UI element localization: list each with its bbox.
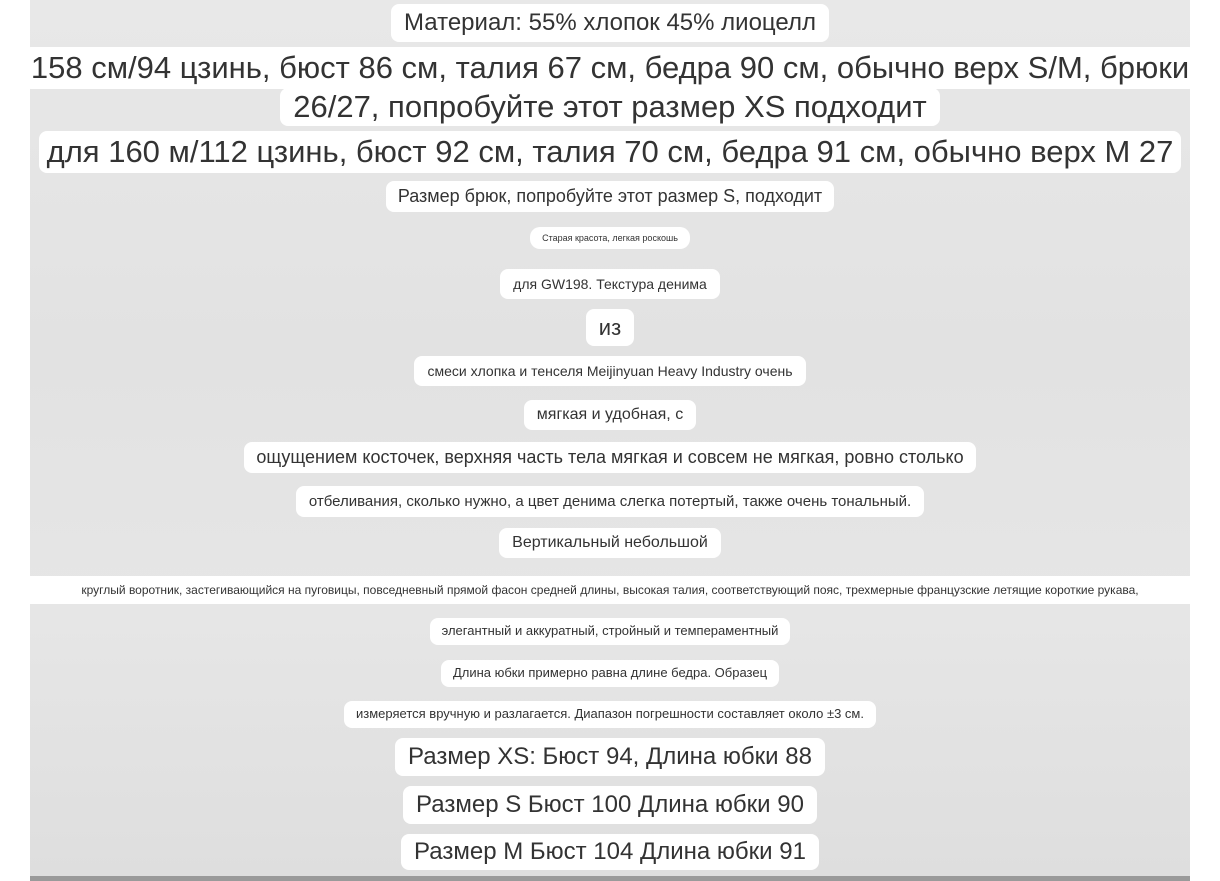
collar-text: круглый воротник, застегивающийся на пуговицы, повседневный прямой фасон средней длины, высокая талия, соответствующий пояс, трехмерные французские летящие короткие рукава,: [81, 583, 1139, 597]
length-note-text: Длина юбки примерно равна длине бедра. Образец: [441, 660, 779, 687]
size-s-text: Размер S Бюст 100 Длина юбки 90: [403, 786, 817, 824]
collar-line: [30, 576, 1190, 604]
feel-text: ощущением косточек, верхняя часть тела мягкая и совсем не мягкая, ровно столько: [244, 442, 975, 473]
vertical-text: Вертикальный небольшой: [499, 528, 721, 558]
size-xs-text: Размер XS: Бюст 94, Длина юбки 88: [395, 738, 825, 776]
material-text: Материал: 55% хлопок 45% лиоцелл: [391, 4, 829, 42]
softness-text: мягкая и удобная, с: [524, 400, 696, 430]
model2-text-1: для 160 м/112 цзинь, бюст 92 см, талия 70 см, бедра 91 см, обычно верх M 27: [39, 131, 1182, 173]
product-code-text: для GW198. Текстура денима: [500, 269, 720, 299]
measure-note-text: измеряется вручную и разлагается. Диапазон погрешности составляет около ±3 см.: [344, 701, 876, 728]
elegant-text: элегантный и аккуратный, стройный и темпераментный: [430, 618, 791, 645]
bottom-divider: [30, 876, 1190, 881]
from-text: из: [586, 309, 634, 346]
model2-text-2: Размер брюк, попробуйте этот размер S, подходит: [386, 181, 834, 212]
slogan-text: Старая красота, легкая роскошь: [530, 227, 690, 249]
background-panel: [30, 0, 1190, 881]
model1-text-2: 26/27, попробуйте этот размер XS подходит: [280, 88, 940, 126]
fabric-text: смеси хлопка и тенселя Meijinyuan Heavy Industry очень: [414, 356, 805, 386]
bleach-text: отбеливания, сколько нужно, а цвет денима слегка потертый, также очень тональный.: [296, 486, 924, 517]
size-m-text: Размер M Бюст 104 Длина юбки 91: [401, 834, 819, 870]
model1-text-1: 158 см/94 цзинь, бюст 86 см, талия 67 см, бедра 90 см, обычно верх S/M, брюки: [23, 47, 1197, 89]
